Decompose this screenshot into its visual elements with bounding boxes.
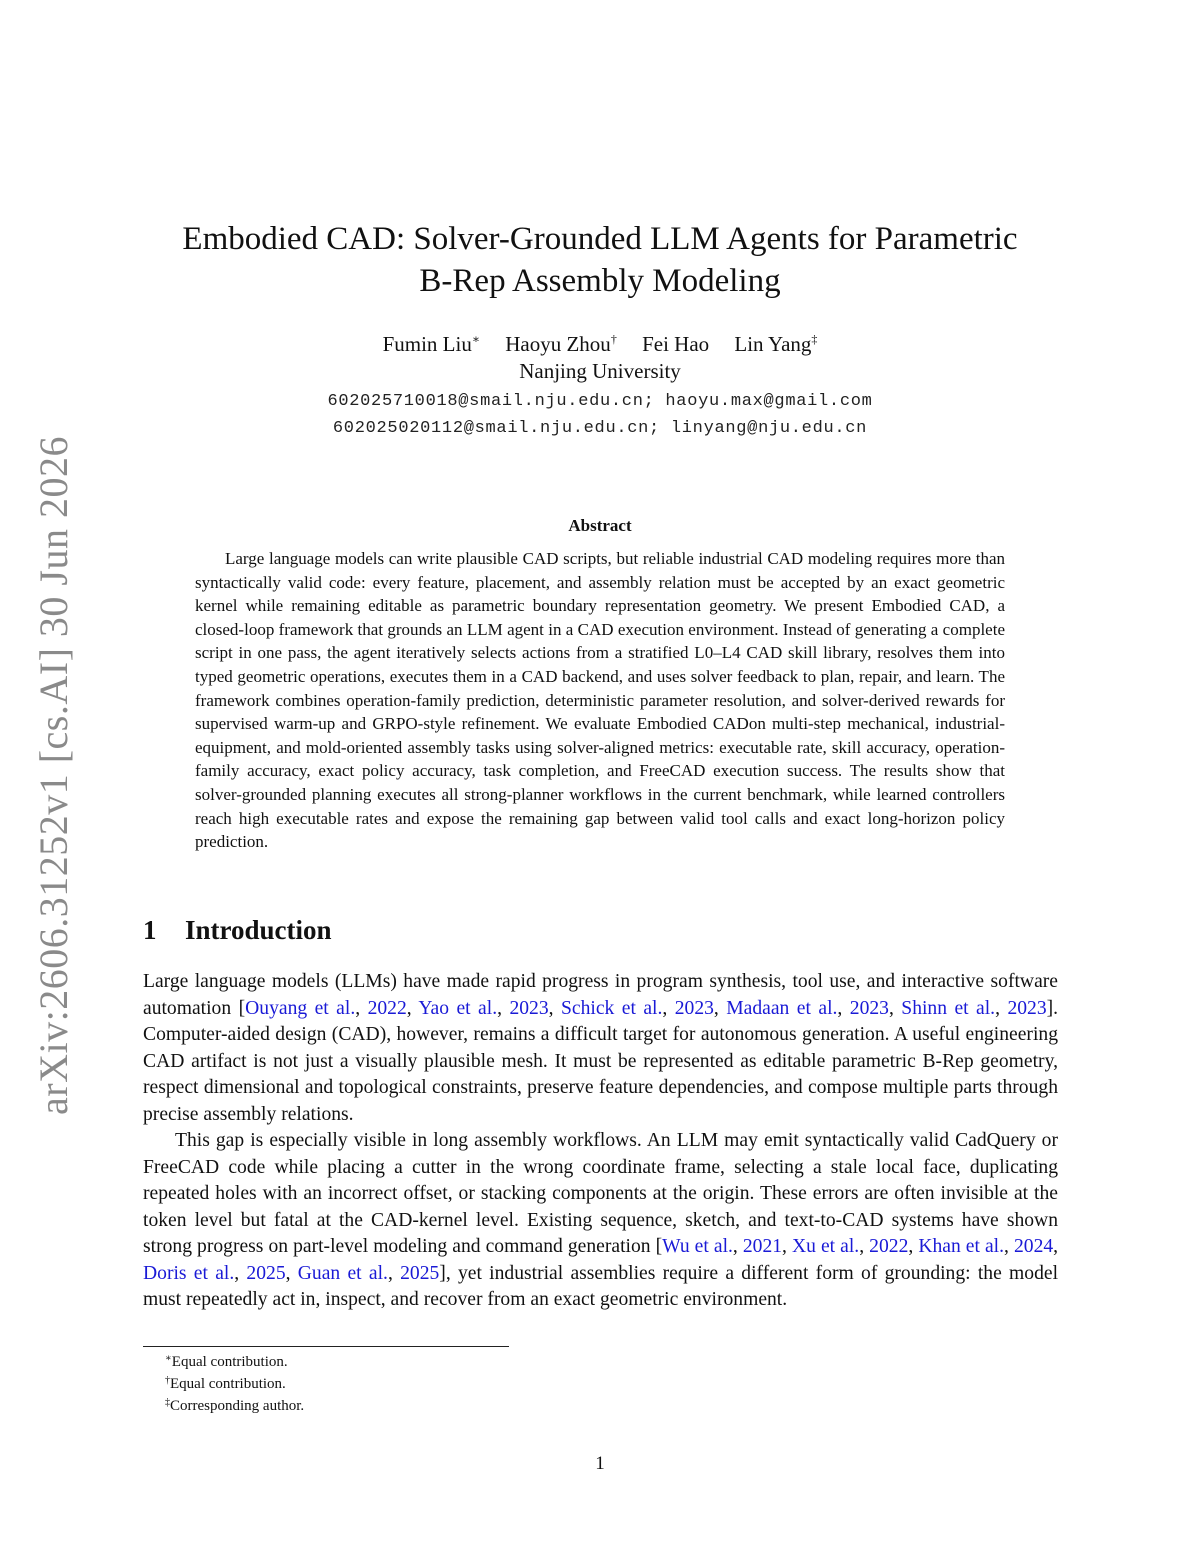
separator: ,: [355, 997, 368, 1019]
separator: ,: [662, 997, 675, 1019]
section-number: 1: [143, 915, 157, 945]
title-line-2: B-Rep Assembly Modeling: [419, 263, 781, 299]
section-heading: [143, 913, 332, 947]
page-number: 1: [595, 1453, 605, 1474]
affiliation: Nanjing University: [519, 359, 681, 383]
citation-link[interactable]: Xu et al.: [792, 1236, 860, 1257]
citation-year-link[interactable]: 2023: [509, 997, 549, 1019]
separator: ,: [1004, 1236, 1014, 1257]
author-1: [383, 332, 480, 356]
footnote-2: [165, 1374, 286, 1394]
separator: ,: [782, 1236, 792, 1257]
abstract-text: Large language models can write plausible CAD scripts, but reliable industrial CAD modeling requires more than syntactically valid code: every feature, placement, and assembly relation must be accepted by an exact geometric kernel while remaining editable as parametric boundary representation geometry. We present Embodied CAD, a closed-loop framework that grounds an LLM agent in a CAD execution environment. Instead of generating a complete script in one pass, the agent iteratively selects actions from a stratified L0–L4 CAD skill library, resolves them into typed geometric operations, executes them in a CAD backend, and uses solver feedback to plan, repair, and learn. The framework combines operation-family prediction, deterministic parameter resolution, and solver-derived rewards for supervised warm-up and GRPO-style refinement. We evaluate Embodied CADon multi-step mechanical, industrial-equipment, and mold-oriented assembly tasks using solver-aligned metrics: executable rate, skill accuracy, operation-family accuracy, exact policy accuracy, task completion, and FreeCAD execution success. The results show that solver-grounded planning executes all strong-planner workflows in the current benchmark, while learned controllers reach high executable rates and expose the remaining gap between valid tool calls and exact long-horizon policy prediction.: [195, 549, 1005, 852]
citation-link[interactable]: Guan et al.: [297, 1262, 388, 1284]
citation-year-link[interactable]: 2024: [1013, 1236, 1054, 1257]
footnote-2-text: Equal contribution.: [170, 1376, 286, 1392]
para1-text-end: ]. Computer-aided design (CAD), however, remains a difficult target for autonomous generation. A useful engineering CAD artifact is not just a visually plausible mesh. It must be represented as editable parametric B-Rep geometry, respect dimensional and topological constraints, preserve feature dependencies, and compose multiple parts through precise assembly relations.: [143, 997, 1059, 1125]
footnote-3-mark: ‡: [165, 1397, 170, 1408]
intro-paragraph-2: [143, 1128, 1058, 1314]
author-4: [734, 332, 817, 356]
arxiv-identifier-stamp: [8, 435, 98, 1115]
citation-year-link[interactable]: 2023: [1007, 997, 1047, 1019]
intro-paragraph-1: [143, 969, 1058, 1128]
separator: ,: [387, 1262, 401, 1284]
separator: ,: [497, 997, 510, 1019]
title-line-1: Embodied CAD: Solver-Grounded LLM Agents for Parametric: [182, 221, 1018, 257]
author-2-name: Haoyu Zhou: [505, 332, 611, 356]
footnote-1-mark: ∗: [165, 1353, 172, 1364]
author-2: [505, 332, 617, 356]
separator: ,: [837, 997, 850, 1019]
section-title: Introduction: [185, 915, 332, 945]
separator: ,: [285, 1262, 298, 1284]
citation-link[interactable]: Ouyang et al.: [245, 997, 356, 1019]
citation-year-link[interactable]: 2025: [246, 1262, 286, 1284]
citation-link[interactable]: Khan et al.: [918, 1236, 1005, 1257]
footnote-3-text: Corresponding author.: [170, 1398, 305, 1414]
separator: ,: [995, 997, 1008, 1019]
separator: ,: [732, 1236, 743, 1257]
citation-link[interactable]: Madaan et al.: [726, 997, 838, 1019]
author-1-name: Fumin Liu: [382, 332, 472, 356]
email-line-2: 602025020112@smail.nju.edu.cn; linyang@nju.edu.cn: [332, 419, 868, 438]
para2-text-end: ], yet industrial assemblies require a different form of grounding: the model must repeatedly act in, inspect, and recover from an exact geometric environment.: [143, 1262, 1059, 1310]
citation-link[interactable]: Yao et al.: [418, 997, 498, 1019]
separator: ,: [908, 1236, 919, 1257]
author-3-name: Fei Hao: [642, 332, 710, 356]
author-4-mark: ‡: [811, 332, 818, 346]
arxiv-identifier-text: arXiv:2606.31252v1 [cs.AI] 30 Jun 2026: [30, 435, 76, 1115]
citation-year-link[interactable]: 2023: [849, 997, 889, 1019]
abstract-heading: Abstract: [568, 516, 632, 535]
citation-link[interactable]: Doris et al.: [143, 1262, 235, 1284]
citation-year-link[interactable]: 2022: [869, 1236, 909, 1257]
citation-link[interactable]: Shinn et al.: [901, 997, 996, 1019]
separator: ,: [234, 1262, 247, 1284]
citation-year-link[interactable]: 2021: [742, 1236, 783, 1257]
citation-year-link[interactable]: 2025: [400, 1262, 440, 1284]
para1-text-start: Large language models (LLMs) have made rapid progress in program synthesis, tool use, and interactive software automation [: [143, 971, 1058, 1019]
separator: ,: [888, 997, 902, 1019]
paper-title: [100, 218, 1100, 302]
footnote-1-text: Equal contribution.: [171, 1354, 288, 1370]
para2-text-start: This gap is especially visible in long assembly workflows. An LLM may emit syntactically valid CadQuery or FreeCAD code while placing a cutter in the wrong coordinate frame, selecting a stale local face, duplicating repeated holes with an incorrect offset, or stacking components at the origin. These errors are often invisible at the token level but fatal at the CAD-kernel level. Existing sequence, sketch, and text-to-CAD systems have shown strong progress on part-level modeling and command generation [: [143, 1130, 1058, 1257]
separator: ,: [713, 997, 727, 1019]
citation-link[interactable]: Schick et al.: [560, 997, 663, 1019]
citation-year-link[interactable]: 2022: [367, 997, 407, 1019]
author-list: [100, 330, 1100, 358]
footnote-2-mark: †: [165, 1375, 170, 1386]
citation-link[interactable]: Wu et al.: [662, 1236, 733, 1257]
footnote-3: [165, 1396, 304, 1416]
footnote-1: [165, 1352, 288, 1372]
author-3: [642, 332, 709, 356]
author-4-name: Lin Yang: [734, 332, 812, 356]
separator: ,: [548, 997, 561, 1019]
author-1-mark: ∗: [471, 332, 480, 346]
separator: ,: [859, 1236, 870, 1257]
separator: ,: [406, 997, 419, 1019]
separator: ,: [1053, 1236, 1059, 1257]
footnote-divider: [143, 1346, 509, 1347]
citation-year-link[interactable]: 2023: [674, 997, 714, 1019]
author-2-mark: †: [610, 332, 617, 346]
email-line-1: 602025710018@smail.nju.edu.cn; haoyu.max@gmail.com: [327, 392, 873, 411]
